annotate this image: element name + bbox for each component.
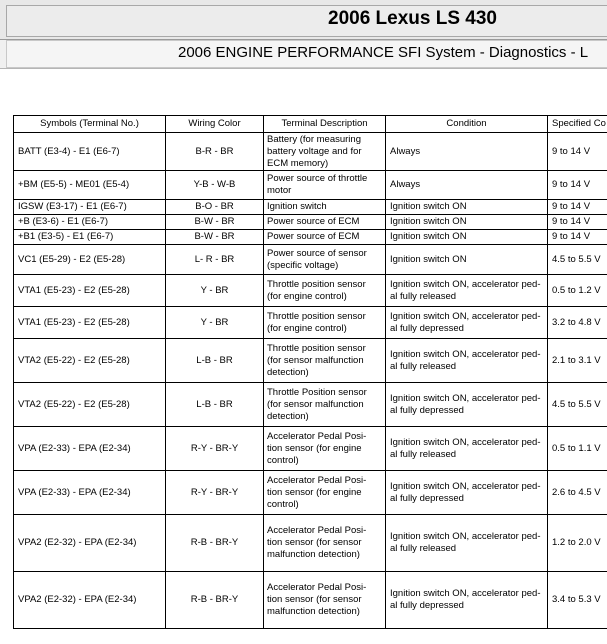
symbol-cell: +B (E3-6) - E1 (E6-7) [14,215,166,230]
wiring-color-cell: L- R - BR [166,245,264,275]
condition-cell: Ignition switch ON, accelerator ped-al fully released [386,515,548,572]
condition-cell: Ignition switch ON [386,200,548,215]
table-row [14,171,607,200]
wiring-color-cell: B-W - BR [166,215,264,230]
table-row [14,215,607,230]
spec-cell: 4.5 to 5.5 V [548,245,607,275]
wiring-color-cell: B-R - BR [166,133,264,171]
spec-cell: 3.2 to 4.8 V [548,307,607,339]
wiring-color-cell: B-W - BR [166,230,264,245]
column-header: Wiring Color [166,116,264,133]
description-cell: Throttle position sensor (for sensor malfunction detection) [264,339,386,383]
description-cell: Throttle Position sensor (for sensor malfunction detection) [264,383,386,427]
spec-cell: 1.2 to 2.0 V [548,515,607,572]
terminal-table [13,115,607,629]
spec-cell: 4.5 to 5.5 V [548,383,607,427]
description-cell: Power source of sensor (specific voltage) [264,245,386,275]
table-row [14,572,607,629]
column-header: Specified Co [548,116,607,133]
spec-cell: 0.5 to 1.2 V [548,275,607,307]
spec-cell: 2.6 to 4.5 V [548,471,607,515]
condition-cell: Ignition switch ON, accelerator ped-al fully released [386,339,548,383]
condition-cell: Ignition switch ON, accelerator ped-al fully released [386,427,548,471]
table-row [14,339,607,383]
table-header-row [14,116,607,133]
symbol-cell: VPA2 (E2-32) - EPA (E2-34) [14,515,166,572]
column-header: Terminal Description [264,116,386,133]
wiring-color-cell: L-B - BR [166,383,264,427]
wiring-color-cell: B-O - BR [166,200,264,215]
description-cell: Power source of ECM [264,230,386,245]
table-row [14,471,607,515]
spec-cell: 3.4 to 5.3 V [548,572,607,629]
condition-cell: Always [386,171,548,200]
description-cell: Accelerator Pedal Posi-tion sensor (for engine control) [264,427,386,471]
wiring-color-cell: R-B - BR-Y [166,515,264,572]
symbol-cell: VPA (E2-33) - EPA (E2-34) [14,427,166,471]
wiring-color-cell: R-B - BR-Y [166,572,264,629]
condition-cell: Ignition switch ON [386,245,548,275]
document-subtitle: 2006 ENGINE PERFORMANCE SFI System - Diagnostics - L [178,44,589,61]
symbol-cell: VTA2 (E5-22) - E2 (E5-28) [14,383,166,427]
spec-cell: 2.1 to 3.1 V [548,339,607,383]
spec-cell: 9 to 14 V [548,133,607,171]
spec-cell: 9 to 14 V [548,215,607,230]
symbol-cell: VC1 (E5-29) - E2 (E5-28) [14,245,166,275]
symbol-cell: IGSW (E3-17) - E1 (E6-7) [14,200,166,215]
condition-cell: Ignition switch ON [386,215,548,230]
title-box [6,5,607,37]
symbol-cell: +B1 (E3-5) - E1 (E6-7) [14,230,166,245]
symbol-cell: VTA2 (E5-22) - E2 (E5-28) [14,339,166,383]
wiring-color-cell: R-Y - BR-Y [166,471,264,515]
description-cell: Power source of throttle motor [264,171,386,200]
symbol-cell: VPA (E2-33) - EPA (E2-34) [14,471,166,515]
title-bar [0,0,607,40]
wiring-color-cell: Y - BR [166,275,264,307]
symbol-cell: BATT (E3-4) - E1 (E6-7) [14,133,166,171]
condition-cell: Ignition switch ON, accelerator ped-al fully depressed [386,471,548,515]
table-row [14,307,607,339]
table-row [14,133,607,171]
table-row [14,383,607,427]
condition-cell: Ignition switch ON, accelerator ped-al fully depressed [386,572,548,629]
spec-cell: 9 to 14 V [548,200,607,215]
table-row [14,427,607,471]
table-row [14,245,607,275]
description-cell: Throttle position sensor (for engine control) [264,275,386,307]
description-cell: Accelerator Pedal Posi-tion sensor (for sensor malfunction detection) [264,515,386,572]
description-cell: Ignition switch [264,200,386,215]
table-row [14,230,607,245]
description-cell: Accelerator Pedal Posi-tion sensor (for engine control) [264,471,386,515]
symbol-cell: VTA1 (E5-23) - E2 (E5-28) [14,275,166,307]
wiring-color-cell: Y-B - W-B [166,171,264,200]
description-cell: Throttle position sensor (for engine control) [264,307,386,339]
column-header: Symbols (Terminal No.) [14,116,166,133]
wiring-color-cell: Y - BR [166,307,264,339]
condition-cell: Always [386,133,548,171]
table-row [14,275,607,307]
symbol-cell: VPA2 (E2-32) - EPA (E2-34) [14,572,166,629]
wiring-color-cell: R-Y - BR-Y [166,427,264,471]
subtitle-bar [0,40,607,69]
description-cell: Battery (for measuring battery voltage and for ECM memory) [264,133,386,171]
symbol-cell: +BM (E5-5) - ME01 (E5-4) [14,171,166,200]
spec-cell: 9 to 14 V [548,230,607,245]
table-row [14,200,607,215]
spec-cell: 0.5 to 1.1 V [548,427,607,471]
spec-cell: 9 to 14 V [548,171,607,200]
condition-cell: Ignition switch ON, accelerator ped-al fully released [386,275,548,307]
condition-cell: Ignition switch ON, accelerator ped-al fully depressed [386,307,548,339]
symbol-cell: VTA1 (E5-23) - E2 (E5-28) [14,307,166,339]
table-row [14,515,607,572]
wiring-color-cell: L-B - BR [166,339,264,383]
condition-cell: Ignition switch ON, accelerator ped-al fully depressed [386,383,548,427]
document-title: 2006 Lexus LS 430 [328,8,497,29]
description-cell: Power source of ECM [264,215,386,230]
description-cell: Accelerator Pedal Posi-tion sensor (for sensor malfunction detection) [264,572,386,629]
condition-cell: Ignition switch ON [386,230,548,245]
column-header: Condition [386,116,548,133]
